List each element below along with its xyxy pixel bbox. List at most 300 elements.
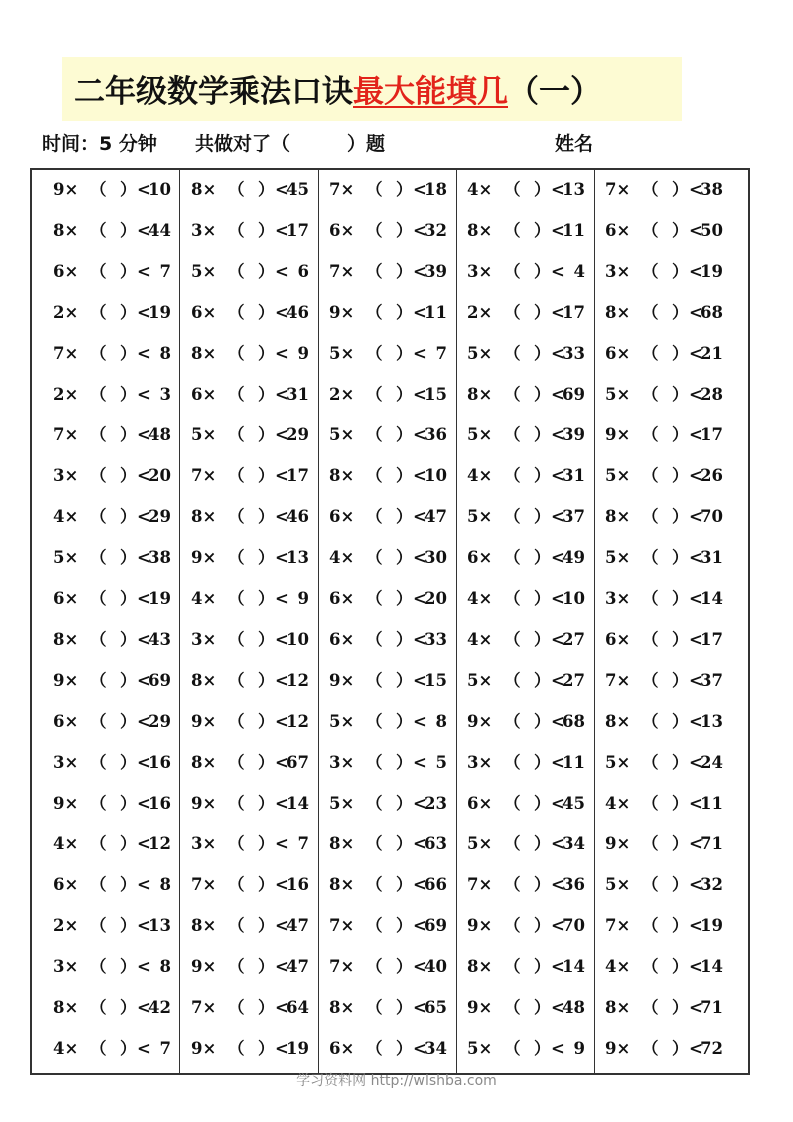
upper-bound: 17 [286,220,309,240]
blank-open: （ [90,916,107,936]
upper-bound: 12 [286,670,309,690]
problem-item[interactable] [33,952,171,982]
upper-bound: 14 [700,589,723,608]
blank-close: ） [534,343,551,363]
problem-item[interactable] [309,298,447,328]
blank-open: （ [504,507,521,527]
upper-bound: 70 [562,916,585,936]
upper-bound: 68 [700,302,723,322]
multiplicand: 5× [467,343,493,363]
multiplicand: 6× [329,589,355,608]
upper-bound: 38 [148,548,171,568]
problem-item[interactable] [585,870,723,900]
problem-item[interactable] [447,175,585,205]
problem-item[interactable] [447,1034,585,1064]
upper-bound: 11 [562,752,585,772]
blank-close: ） [258,343,275,363]
multiplicand: 9× [191,793,217,813]
less-than-sign: < [551,711,565,731]
blank-close: ） [120,302,137,322]
upper-bound: 28 [700,384,723,404]
problem-item[interactable] [447,870,585,900]
blank-open: （ [90,998,107,1017]
blank-open: （ [90,875,107,895]
problem-item[interactable] [447,584,585,614]
blank-open: （ [228,261,245,281]
problem-item[interactable] [309,257,447,287]
multiplicand: 3× [191,629,217,649]
problem-item[interactable] [309,666,447,696]
problem-item[interactable] [585,502,723,532]
multiplicand: 8× [191,916,217,936]
problem-item[interactable] [585,298,723,328]
problem-item[interactable] [447,625,585,655]
less-than-sign: < [137,916,151,936]
blank-close: ） [396,875,413,895]
problem-item[interactable] [171,911,309,941]
upper-bound: 13 [700,711,723,731]
upper-bound: 33 [562,343,585,363]
less-than-sign: < [413,711,427,731]
blank-close: ） [120,180,137,199]
upper-bound: 66 [424,875,447,895]
problem-item[interactable] [309,1034,447,1064]
less-than-sign: < [275,957,289,977]
multiplicand: 8× [467,384,493,404]
multiplicand: 8× [191,507,217,527]
problem-item[interactable] [447,502,585,532]
problem-item[interactable] [171,543,309,573]
problem-item[interactable] [171,502,309,532]
problem-item[interactable] [171,666,309,696]
upper-bound: 10 [148,180,171,199]
multiplicand: 4× [605,957,631,977]
problem-item[interactable] [447,543,585,573]
problem-item[interactable] [447,420,585,450]
problem-item[interactable] [309,829,447,859]
blank-close: ） [120,998,137,1017]
multiplicand: 5× [329,343,355,363]
upper-bound: 20 [148,466,171,486]
upper-bound: 19 [700,916,723,936]
blank-open: （ [504,793,521,813]
blank-close: ） [534,425,551,445]
multiplicand: 3× [53,752,79,772]
problem-item[interactable] [171,625,309,655]
problem-item[interactable] [447,707,585,737]
upper-bound: 47 [424,507,447,527]
problem-item[interactable] [309,707,447,737]
problem-item[interactable] [171,748,309,778]
blank-close: ） [396,180,413,199]
problem-item[interactable] [585,175,723,205]
title-suffix: （一） [508,74,601,110]
less-than-sign: < [137,384,151,404]
upper-bound: 31 [700,548,723,568]
multiplicand: 9× [467,998,493,1017]
upper-bound: 7 [159,261,171,281]
problem-item[interactable] [447,461,585,491]
blank-close: ） [672,670,689,690]
less-than-sign: < [137,302,151,322]
blank-close: ） [120,711,137,731]
blank-close: ） [534,711,551,731]
problem-item[interactable] [171,952,309,982]
problem-item[interactable] [33,1034,171,1064]
multiplicand: 7× [329,180,355,199]
problem-item[interactable] [447,789,585,819]
blank-open: （ [642,343,659,363]
less-than-sign: < [137,998,151,1017]
upper-bound: 34 [424,1038,447,1058]
problem-item[interactable] [171,298,309,328]
problem-item[interactable] [33,584,171,614]
multiplicand: 8× [191,180,217,199]
problem-item[interactable] [33,175,171,205]
blank-open: （ [228,629,245,649]
less-than-sign: < [275,834,289,854]
less-than-sign: < [689,180,703,199]
problem-item[interactable] [309,952,447,982]
less-than-sign: < [689,916,703,936]
blank-open: （ [504,875,521,895]
less-than-sign: < [551,998,565,1017]
blank-open: （ [228,343,245,363]
blank-close: ） [672,507,689,527]
upper-bound: 46 [286,302,309,322]
less-than-sign: < [689,670,703,690]
blank-open: （ [366,957,383,977]
problem-item[interactable] [33,789,171,819]
problem-item[interactable] [585,1034,723,1064]
problem-item[interactable] [447,339,585,369]
multiplicand: 8× [53,998,79,1017]
problem-item[interactable] [447,993,585,1023]
less-than-sign: < [413,180,427,199]
problem-item[interactable] [33,420,171,450]
problem-item[interactable] [585,257,723,287]
multiplicand: 5× [467,425,493,445]
blank-close: ） [672,875,689,895]
problem-item[interactable] [585,216,723,246]
multiplicand: 6× [605,629,631,649]
less-than-sign: < [689,466,703,486]
less-than-sign: < [275,589,289,608]
blank-close: ） [258,629,275,649]
blank-open: （ [504,834,521,854]
multiplicand: 9× [329,670,355,690]
problem-item[interactable] [33,257,171,287]
problem-item[interactable] [33,380,171,410]
upper-bound: 15 [424,670,447,690]
multiplicand: 3× [467,752,493,772]
blank-close: ） [672,425,689,445]
blank-close: ） [396,670,413,690]
upper-bound: 23 [424,793,447,813]
problem-item[interactable] [447,666,585,696]
problem-item[interactable] [585,666,723,696]
less-than-sign: < [551,220,565,240]
less-than-sign: < [275,629,289,649]
blank-open: （ [90,752,107,772]
title-highlight: 最大能填几 [353,74,508,110]
less-than-sign: < [137,220,151,240]
blank-close: ） [396,1038,413,1058]
multiplicand: 7× [329,261,355,281]
blank-open: （ [228,957,245,977]
less-than-sign: < [137,507,151,527]
multiplicand: 8× [605,302,631,322]
problem-item[interactable] [171,420,309,450]
problem-item[interactable] [585,748,723,778]
blank-close: ） [672,548,689,568]
problem-item[interactable] [33,216,171,246]
upper-bound: 17 [286,466,309,486]
problem-item[interactable] [309,993,447,1023]
problem-item[interactable] [171,584,309,614]
problem-item[interactable] [33,502,171,532]
problem-item[interactable] [447,380,585,410]
name-field[interactable]: 姓名 [555,133,594,155]
upper-bound: 30 [424,548,447,568]
problem-item[interactable] [33,625,171,655]
problem-item[interactable] [171,993,309,1023]
problem-item[interactable] [447,911,585,941]
blank-open: （ [228,507,245,527]
blank-close: ） [120,957,137,977]
blank-close: ） [396,629,413,649]
problem-item[interactable] [309,543,447,573]
upper-bound: 18 [424,180,447,199]
blank-close: ） [258,1038,275,1058]
problem-item[interactable] [171,461,309,491]
blank-open: （ [228,589,245,608]
blank-close: ） [534,752,551,772]
problem-item[interactable] [309,911,447,941]
multiplicand: 3× [467,261,493,281]
blank-close: ） [396,916,413,936]
upper-bound: 11 [562,220,585,240]
less-than-sign: < [275,507,289,527]
problem-item[interactable] [309,420,447,450]
upper-bound: 63 [424,834,447,854]
problem-item[interactable] [447,952,585,982]
upper-bound: 14 [562,957,585,977]
blank-open: （ [90,384,107,404]
problem-item[interactable] [585,993,723,1023]
blank-open: （ [366,220,383,240]
less-than-sign: < [413,589,427,608]
upper-bound: 13 [286,548,309,568]
blank-close: ） [120,916,137,936]
problem-item[interactable] [33,993,171,1023]
problem-item[interactable] [585,380,723,410]
blank-close: ） [534,957,551,977]
blank-open: （ [90,261,107,281]
less-than-sign: < [275,711,289,731]
multiplicand: 5× [467,670,493,690]
problem-item[interactable] [585,707,723,737]
upper-bound: 19 [148,589,171,608]
problem-item[interactable] [33,748,171,778]
problem-item[interactable] [171,707,309,737]
problem-item[interactable] [585,584,723,614]
problem-item[interactable] [585,420,723,450]
less-than-sign: < [551,1038,565,1058]
blank-open: （ [642,302,659,322]
upper-bound: 29 [286,425,309,445]
score-field[interactable]: 共做对了（ ）题 [195,133,386,155]
less-than-sign: < [275,302,289,322]
problem-item[interactable] [585,789,723,819]
blank-open: （ [90,507,107,527]
blank-open: （ [366,507,383,527]
problem-item[interactable] [171,216,309,246]
blank-open: （ [228,875,245,895]
problem-item[interactable] [309,380,447,410]
blank-open: （ [90,466,107,486]
blank-open: （ [366,261,383,281]
problem-item[interactable] [309,461,447,491]
blank-open: （ [642,384,659,404]
blank-close: ） [396,834,413,854]
upper-bound: 16 [148,752,171,772]
multiplicand: 9× [191,711,217,731]
problem-item[interactable] [309,748,447,778]
problem-item[interactable] [585,339,723,369]
problem-item[interactable] [33,911,171,941]
problem-item[interactable] [171,175,309,205]
upper-bound: 29 [148,711,171,731]
problem-item[interactable] [585,829,723,859]
multiplicand: 8× [605,711,631,731]
problem-item[interactable] [33,339,171,369]
less-than-sign: < [689,998,703,1017]
less-than-sign: < [275,261,289,281]
blank-open: （ [366,589,383,608]
less-than-sign: < [413,629,427,649]
multiplicand: 4× [329,548,355,568]
multiplicand: 7× [191,998,217,1017]
less-than-sign: < [413,343,427,363]
problem-item[interactable] [33,666,171,696]
blank-close: ） [120,629,137,649]
problem-item[interactable] [171,1034,309,1064]
multiplicand: 5× [605,548,631,568]
problem-item[interactable] [447,257,585,287]
problem-item[interactable] [309,216,447,246]
blank-close: ） [258,384,275,404]
upper-bound: 34 [562,834,585,854]
blank-close: ） [396,507,413,527]
upper-bound: 14 [700,957,723,977]
multiplicand: 8× [329,998,355,1017]
problem-item[interactable] [447,298,585,328]
problem-item[interactable] [171,829,309,859]
blank-close: ） [672,343,689,363]
blank-open: （ [504,548,521,568]
upper-bound: 64 [286,998,309,1017]
problem-item[interactable] [447,748,585,778]
problem-item[interactable] [33,461,171,491]
problem-item[interactable] [585,952,723,982]
multiplicand: 6× [53,711,79,731]
less-than-sign: < [689,629,703,649]
blank-close: ） [120,548,137,568]
problem-item[interactable] [171,339,309,369]
problem-item[interactable] [447,216,585,246]
problem-item[interactable] [309,625,447,655]
problem-item[interactable] [309,502,447,532]
problem-item[interactable] [585,543,723,573]
upper-bound: 71 [700,834,723,854]
upper-bound: 32 [700,875,723,895]
problem-item[interactable] [171,380,309,410]
blank-open: （ [228,834,245,854]
multiplicand: 5× [467,507,493,527]
problem-item[interactable] [309,789,447,819]
problem-item[interactable] [309,175,447,205]
problem-item[interactable] [309,339,447,369]
problem-item[interactable] [33,543,171,573]
problem-item[interactable] [309,870,447,900]
problem-item[interactable] [33,870,171,900]
problem-item[interactable] [309,584,447,614]
blank-open: （ [366,425,383,445]
blank-open: （ [228,220,245,240]
less-than-sign: < [551,548,565,568]
multiplicand: 9× [329,302,355,322]
problem-item[interactable] [585,911,723,941]
problem-item[interactable] [585,625,723,655]
problem-item[interactable] [171,789,309,819]
upper-bound: 7 [159,1038,171,1058]
less-than-sign: < [137,180,151,199]
blank-open: （ [366,916,383,936]
upper-bound: 9 [573,1038,585,1058]
blank-close: ） [258,261,275,281]
problem-item[interactable] [33,298,171,328]
blank-close: ） [534,629,551,649]
blank-open: （ [366,629,383,649]
problem-item[interactable] [33,829,171,859]
problem-item[interactable] [33,707,171,737]
problem-item[interactable] [171,257,309,287]
footer-watermark: 学习资料网 http://wlshba.com [296,1073,497,1089]
blank-open: （ [228,466,245,486]
blank-open: （ [228,180,245,199]
less-than-sign: < [137,957,151,977]
blank-close: ） [672,589,689,608]
less-than-sign: < [551,629,565,649]
blank-open: （ [366,466,383,486]
blank-open: （ [642,916,659,936]
blank-close: ） [534,302,551,322]
blank-open: （ [504,670,521,690]
less-than-sign: < [275,670,289,690]
problem-item[interactable] [447,829,585,859]
multiplicand: 7× [329,916,355,936]
less-than-sign: < [275,916,289,936]
blank-close: ） [534,261,551,281]
multiplicand: 3× [191,834,217,854]
upper-bound: 39 [562,425,585,445]
problem-item[interactable] [171,870,309,900]
upper-bound: 37 [700,670,723,690]
multiplicand: 9× [467,711,493,731]
upper-bound: 36 [562,875,585,895]
problem-item[interactable] [585,461,723,491]
